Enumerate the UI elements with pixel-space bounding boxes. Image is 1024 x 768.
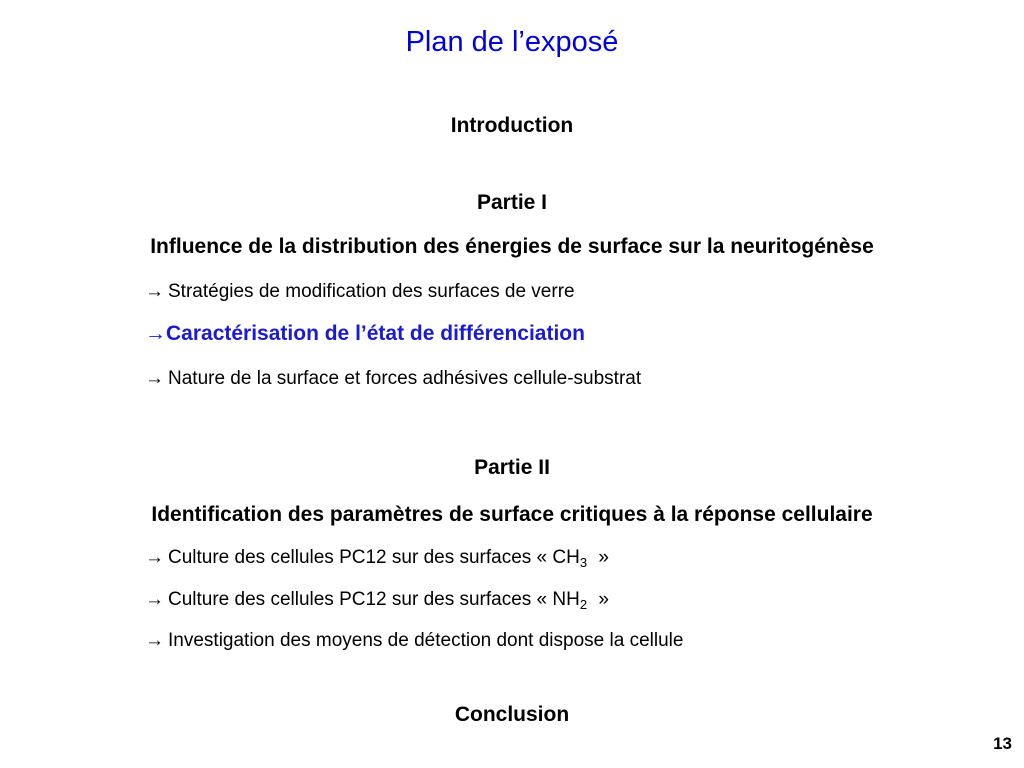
closing-quote: » [593, 547, 609, 568]
part2-item-2-text: Culture des cellules PC12 sur des surfaces « NH [168, 589, 580, 610]
part2-item-1 [145, 547, 609, 569]
arrow-right-icon: → [145, 630, 164, 651]
subscript: 2 [579, 597, 588, 612]
arrow-right-icon: → [145, 368, 164, 389]
page-number: 13 [993, 734, 1012, 753]
arrow-right-icon: → [145, 322, 166, 345]
part1-item-1-text: Stratégies de modification des surfaces de verre [168, 281, 575, 302]
slide-title: Plan de l’exposé [405, 26, 619, 58]
arrow-right-icon: → [145, 281, 164, 302]
part2-label: Partie II [474, 456, 550, 479]
section-conclusion: Conclusion [454, 703, 570, 726]
part1-item-3-text: Nature de la surface et forces adhésives cellule-substrat [168, 368, 642, 389]
part1-item-2-current [145, 322, 585, 346]
part2-item-3-text: Investigation des moyens de détection dont dispose la cellule [168, 630, 684, 651]
part2-title: Identification des paramètres de surface critiques à la réponse cellulaire [151, 503, 873, 526]
part1-item-1 [145, 281, 575, 303]
part2-item-2 [145, 589, 609, 611]
arrow-right-icon: → [145, 589, 164, 610]
part1-label: Partie I [476, 191, 548, 214]
part1-item-2-text: Caractérisation de l’état de différenciation [166, 322, 585, 345]
part1-item-3 [145, 368, 641, 390]
part2-item-3 [145, 630, 683, 652]
part2-item-1-text: Culture des cellules PC12 sur des surfaces « CH [168, 547, 580, 568]
closing-quote: » [593, 589, 609, 610]
arrow-right-icon: → [145, 547, 164, 568]
subscript: 3 [579, 555, 588, 570]
part1-title: Influence de la distribution des énergies de surface sur la neuritogénèse [150, 235, 874, 258]
section-introduction: Introduction [450, 114, 574, 137]
